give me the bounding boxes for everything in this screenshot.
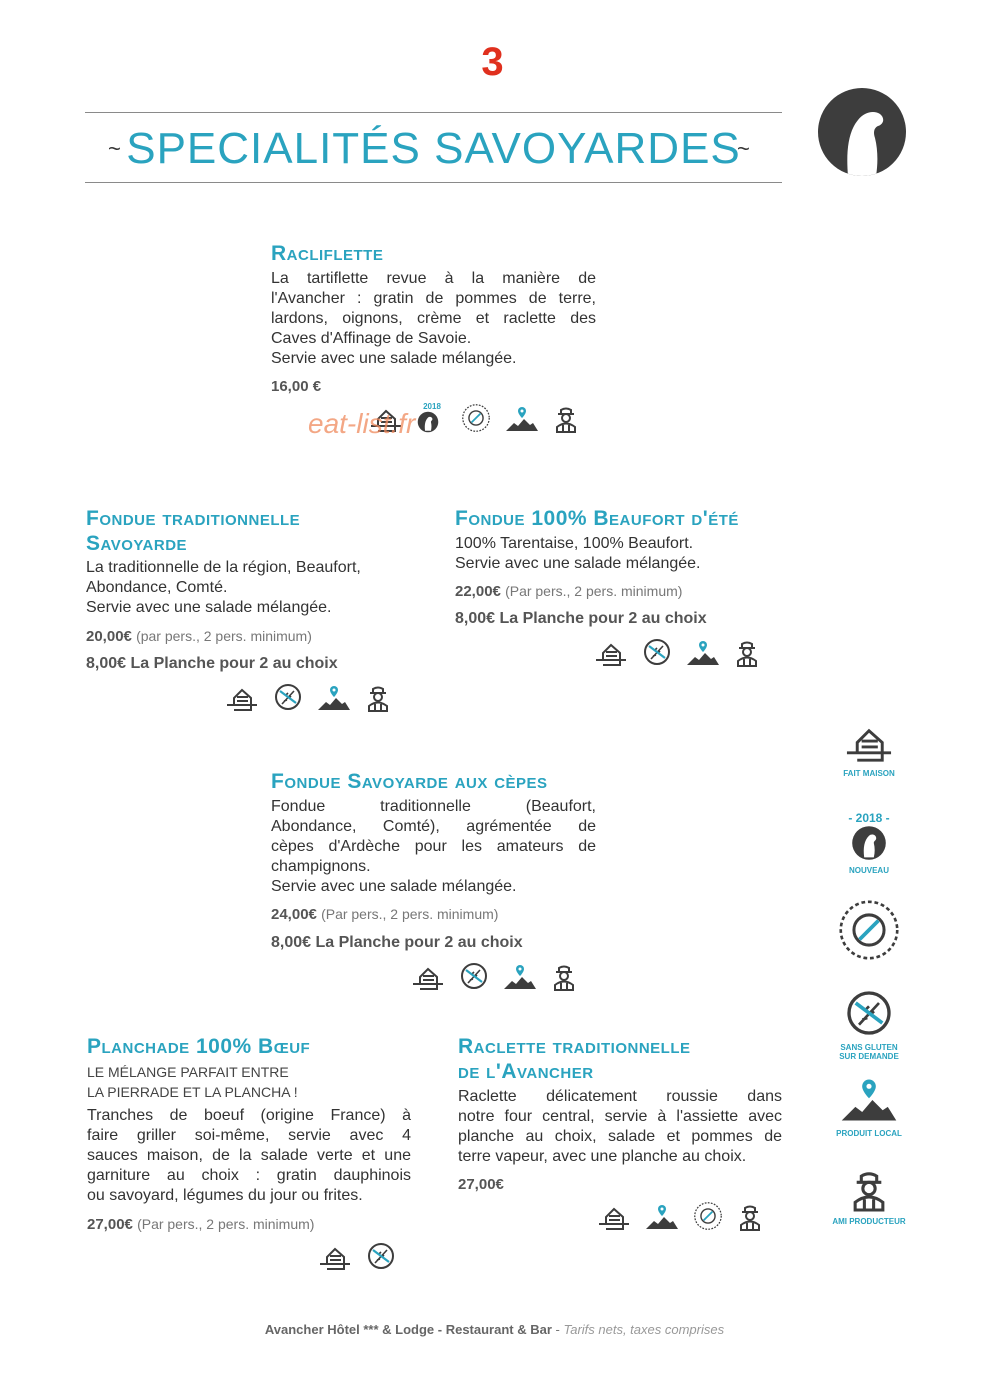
gluten-free-seal-icon [461, 403, 491, 433]
dish-desc-planchade: Tranches de boeuf (origine France) à faire griller soi-même, servie avec 4 sauces maison, de la salade verte et une garniture au choix : gratin dauphinois ou savoyard, légumes du jour ou frites. [87, 1107, 411, 1204]
fait-maison-icon [594, 641, 628, 667]
ami-producteur-icon [365, 684, 391, 712]
ami-producteur-icon [553, 405, 579, 433]
desc-line: Servie avec une salade mélangée. [271, 350, 517, 367]
fait-maison-icon [844, 724, 894, 764]
price-fondue-cepes: 24,00€ (Par pers., 2 pers. minimum) [271, 906, 499, 923]
desc-line: l'Avancher : gratin de pommes de terre, [271, 290, 596, 307]
footer: Avancher Hôtel *** & Lodge - Restaurant & Bar - Tarifs nets, taxes comprises [264, 1322, 725, 1337]
gluten-free-seal-icon [837, 898, 901, 962]
dish-title-fondue-traditionnelle: Fondue traditionnelle Savoyarde [86, 507, 301, 555]
produit-local-icon [505, 405, 539, 433]
nouveau-icon [417, 411, 439, 433]
ami-producteur-icon [551, 963, 577, 991]
ami-producteur-icon [734, 639, 760, 667]
fait-maison-icon [318, 1245, 352, 1271]
badge-year: 2018 [423, 402, 441, 411]
sans-gluten-icon [459, 961, 489, 991]
price-planchade: 27,00€ (Par pers., 2 pers. minimum) [87, 1216, 315, 1233]
dish-desc-fondue-cepes: Fondue traditionnelle (Beaufort, Abondance, Comté), agrémentée de cèpes d'Ardèche pour les amateurs de champignons. Servie avec une salade mélangée. [271, 798, 596, 895]
legend-nouveau: - 2018 - NOUVEAU [848, 811, 890, 875]
gluten-free-seal-icon [693, 1201, 723, 1231]
price-fondue-beaufort: 22,00€ (Par pers., 2 pers. minimum) [455, 583, 683, 600]
icons-planchade [318, 1241, 396, 1271]
dish-desc-fondue-beaufort: 100% Tarentaise, 100% Beaufort. Servie avec une salade mélangée. [455, 535, 701, 572]
sans-gluten-icon [366, 1241, 396, 1271]
desc-line: La tartiflette revue à la manière de [271, 270, 596, 287]
nouveau-icon [851, 825, 887, 861]
price-racliflette: 16,00 € [271, 378, 322, 395]
left-ornament-icon: ~ [108, 136, 121, 161]
planche-fondue-beaufort: 8,00€ La Planche pour 2 au choix [455, 610, 707, 627]
legend-fait-maison: FAIT MAISON [826, 724, 912, 778]
planche-fondue-traditionnelle: 8,00€ La Planche pour 2 au choix [86, 655, 338, 672]
legend-sans-gluten: SANS GLUTEN SUR DEMANDE [826, 988, 912, 1061]
nouveau-badge [417, 403, 447, 433]
watermark: eat-list.fr [308, 408, 416, 439]
icons-raclette [597, 1201, 763, 1231]
icons-fondue-beaufort [594, 637, 760, 667]
header-rule-bottom [85, 182, 782, 183]
fait-maison-icon [225, 686, 259, 712]
price-fondue-traditionnelle: 20,00€ (par pers., 2 pers. minimum) [86, 628, 312, 645]
dish-title-raclette: Raclette traditionnelle de l'Avancher [458, 1035, 691, 1083]
icons-fondue-traditionnelle [225, 682, 391, 712]
sans-gluten-icon [844, 988, 894, 1038]
fait-maison-icon [597, 1205, 631, 1231]
ami-producteur-icon [737, 1203, 763, 1231]
right-ornament-icon: ~ [737, 136, 750, 161]
dish-subtitle-planchade: LE MÉLANGE PARFAIT ENTRE LA PIERRADE ET LA PLANCHA ! [87, 1064, 298, 1100]
icons-fondue-cepes [411, 961, 577, 991]
dish-title-racliflette: Racliflette [271, 242, 384, 265]
produit-local-icon [645, 1203, 679, 1231]
produit-local-icon [317, 684, 351, 712]
legend-produit-local: PRODUIT LOCAL [826, 1076, 912, 1138]
fait-maison-icon [411, 965, 445, 991]
sans-gluten-icon [273, 682, 303, 712]
dish-desc-racliflette [271, 269, 596, 369]
dish-title-planchade: Planchade 100% Bœuf [87, 1035, 311, 1058]
produit-local-icon [503, 963, 537, 991]
produit-local-icon [840, 1076, 898, 1124]
sans-gluten-icon [642, 637, 672, 667]
price-raclette: 27,00€ [458, 1176, 504, 1193]
page-title: SPECIALITÉS SAVOYARDES [126, 124, 741, 173]
dish-desc-raclette: Raclette délicatement roussie dans notre four central, servie à l'assiette avec planche au choix, salade et pommes de terre vapeur, avec une planche au choix. [458, 1088, 782, 1165]
legend-ami-producteur: AMI PRODUCTEUR [826, 1168, 912, 1226]
planche-fondue-cepes: 8,00€ La Planche pour 2 au choix [271, 934, 523, 951]
desc-line: Caves d'Affinage de Savoie. [271, 330, 472, 347]
dish-desc-fondue-traditionnelle: La traditionnelle de la région, Beaufort, Abondance, Comté. Servie avec une salade mélangée. [86, 559, 361, 616]
page-number: 3 [481, 40, 504, 84]
desc-line: lardons, oignons, crème et raclette des [271, 310, 596, 327]
header-rule-top [85, 112, 782, 113]
produit-local-icon [686, 639, 720, 667]
dish-title-fondue-cepes: Fondue Savoyarde aux cèpes [271, 770, 548, 793]
dish-title-fondue-beaufort: Fondue 100% Beaufort d'été [455, 507, 739, 530]
ami-producteur-icon [849, 1168, 889, 1212]
legend-gluten-free [826, 898, 912, 967]
marmot-logo-icon [818, 88, 906, 176]
